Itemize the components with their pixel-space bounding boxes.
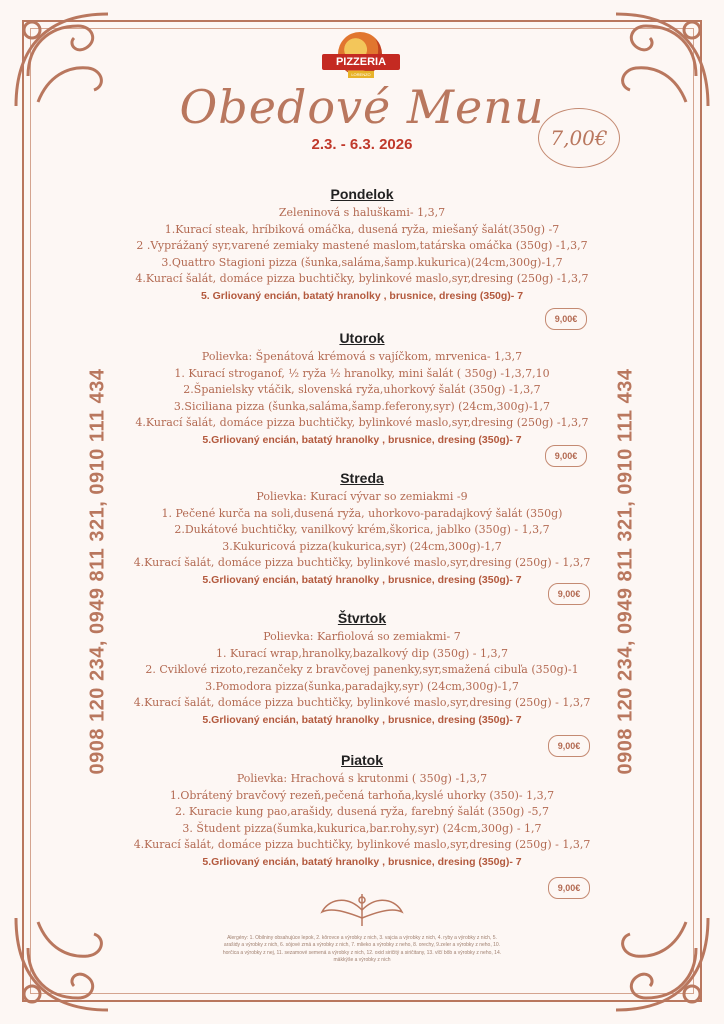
menu-line: Polievka: Karfiolová so zemiakmi- 7 (263, 630, 461, 643)
special-price-badge: 9,00€ (545, 445, 587, 467)
menu-line: 2. Cviklové rizoto,rezančeky z bravčovej panenky,syr,smažená cibuľa (350g)-1 (145, 663, 579, 676)
menu-line: Polievka: Hrachová s krutonmi ( 350g) -1,3,7 (236, 772, 488, 785)
day-heading: Piatok (340, 752, 383, 768)
day-wednesday (110, 470, 614, 588)
menu-line: 1. Kurací wrap,hranolky,bazalkový dip (350g) - 1,3,7 (216, 646, 508, 660)
phone-numbers-right: 0908 120 234, 0949 811 321, 0910 111 434 (614, 368, 637, 775)
menu-line: 1.Obrátený bravčový rezeň,pečená tarhoňa,kyslé uhorky (350)- 1,3,7 (169, 788, 555, 802)
special-price-badge: 9,00€ (548, 583, 590, 605)
menu-line: 1.Kurací steak, hríbiková omáčka, dusená ryža, miešaný šalát(350g) -7 (164, 222, 560, 236)
menu-line: 3.Quattro Stagioni pizza (šunka,saláma,šamp.kukurica)(24cm,300g)-1,7 (161, 255, 563, 269)
day-heading: Streda (340, 470, 384, 486)
day-tuesday (110, 330, 614, 448)
menu-line: Polievka: Špenátová krémová s vajíčkom, mrvenica- 1,3,7 (201, 350, 523, 363)
logo-sub: LORENZO (348, 71, 374, 78)
menu-line: 4.Kurací šalát, domáce pizza buchtičky, bylinkové maslo,syr,dresing (250g) - 1,3,7 (133, 696, 591, 709)
special-price-badge: 9,00€ (548, 877, 590, 899)
day-heading: Štvrtok (337, 610, 387, 626)
day-monday (110, 186, 614, 304)
special-price-badge: 9,00€ (548, 735, 590, 757)
phone-numbers-left: 0908 120 234, 0949 811 321, 0910 111 434 (86, 368, 109, 775)
day-heading: Utorok (339, 330, 385, 346)
day-heading: Pondelok (330, 186, 394, 202)
menu-line: 3. Študent pizza(šumka,kukurica,bar.rohy,syr) (24cm,300g) - 1,7 (182, 821, 542, 835)
corner-ornament-bottom-left (8, 908, 118, 1018)
allergen-note: Alergény: 1. Obilniny obsahujúce lepok, 2. kôrovce a výrobky z nich, 3. vajcia a výrobky z nich, 4. ryby a výrobky z nich, 5. arašidy a výrobky z nich, 6. sójové zrná a výrobky z nich, 7. mlieko a výrobky z neho, 8. orechy, 9.zeler a výrobky z neho, 10. horčica a výrobky z nej, 11. sezamové semená a výrobky z nich, 12. oxid siričitý a siričitany, 13. vlčí bôb a výrobky z neho, 14. mäkkýše a výrobky z nich (222, 935, 502, 963)
menu-price: 7,00€ (538, 108, 620, 168)
corner-ornament-bottom-right (606, 908, 716, 1018)
menu-line: 2. Kuracie kung pao,arašidy, dusená ryža, farebný šalát (350g) -5,7 (175, 805, 549, 818)
special-line: 5.Grliovaný encián, batatý hranolky , brusnice, dresing (350g)- 7 (202, 713, 522, 726)
menu-line: Polievka: Kurací vývar so zemiakmi -9 (256, 490, 468, 503)
special-line: 5.Grliovaný encián, batatý hranolky , brusnice, dresing (350g)- 7 (202, 855, 522, 868)
menu-line: 4.Kurací šalát, domáce pizza buchtičky, bylinkové maslo,syr,dresing (250g) - 1,3,7 (133, 838, 591, 851)
day-thursday (110, 610, 614, 728)
menu-line: 1. Pečené kurča na soli,dusená ryža, uhorkovo-paradajkový šalát (350g) (161, 506, 563, 520)
special-line: 5. Grliovaný encián, batatý hranolky , brusnice, dresing (350g)- 7 (200, 289, 524, 302)
day-friday (110, 752, 614, 870)
menu-line: 2.Španielsky vtáčik, slovenská ryža,uhorkový šalát (350g) -1,3,7 (183, 383, 541, 396)
menu-line: 4.Kurací šalát, domáce pizza buchtičky, bylinkové maslo,syr,dresing (250g) - 1,3,7 (133, 556, 591, 569)
menu-line: 2 .Vyprážaný syr,varené zemiaky mastené maslom,tatárska omáčka (350g) -1,3,7 (136, 239, 588, 252)
menu-line: 3.Siciliana pizza (šunka,saláma,šamp.feferony,syr) (24cm,300g)-1,7 (173, 399, 551, 413)
menu-dates: 2.3. - 6.3. 2026 (311, 136, 413, 153)
logo-brand: PIZZERIA (322, 54, 400, 70)
menu-line: Zeleninová s haluškami- 1,3,7 (278, 206, 446, 219)
menu-line: 4.Kurací šalát, domáce pizza buchtičky, bylinkové maslo,syr,dresing (250g) -1,3,7 (135, 416, 589, 429)
menu-title: Obedové Menu (179, 80, 545, 134)
divider-ornament (316, 890, 408, 930)
special-line: 5.Grliovaný encián, batatý hranolky , brusnice, dresing (350g)- 7 (202, 433, 522, 446)
special-line: 5.Grliovaný encián, batatý hranolky , brusnice, dresing (350g)- 7 (202, 573, 522, 586)
special-price-badge: 9,00€ (545, 308, 587, 330)
menu-line: 3.Pomodora pizza(šunka,paradajky,syr) (24cm,300g)-1,7 (205, 679, 519, 693)
menu-line: 3.Kukuricová pizza(kukurica,syr) (24cm,300g)-1,7 (222, 539, 502, 553)
menu-line: 2.Dukátové buchtičky, vanilkový krém,škorica, jablko (350g) - 1,3,7 (174, 523, 550, 536)
menu-line: 4.Kurací šalát, domáce pizza buchtičky, bylinkové maslo,syr,dresing (250g) -1,3,7 (135, 272, 589, 285)
menu-line: 1. Kurací stroganof, ½ ryža ½ hranolky, mini šalát ( 350g) -1,3,7,10 (174, 366, 550, 380)
